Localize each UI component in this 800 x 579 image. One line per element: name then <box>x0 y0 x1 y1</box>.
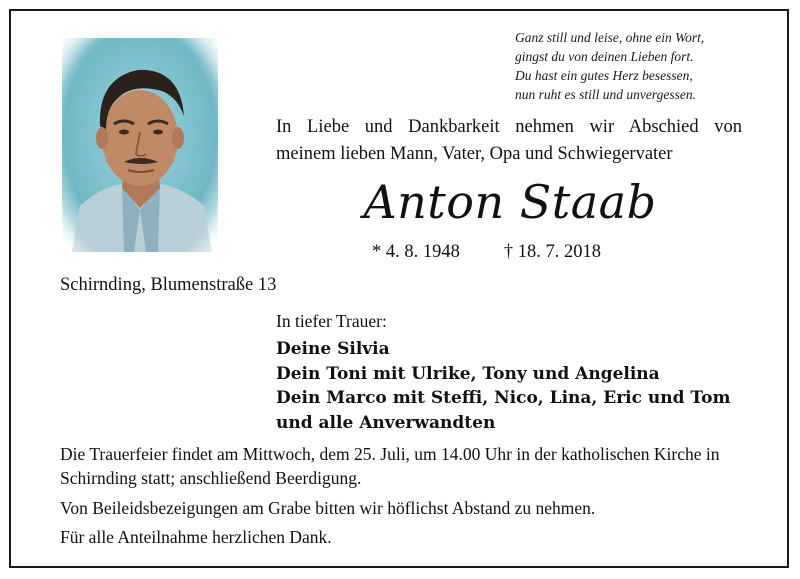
poem-line: nun ruht es still und unvergessen. <box>515 87 696 102</box>
birth-date: * 4. 8. 1948 <box>372 242 460 262</box>
intro-line-1: In Liebe und Dankbarkeit nehmen wir Abschied von <box>276 117 742 137</box>
farewell-intro <box>276 114 742 168</box>
poem-line: gingst du von deinen Lieben fort. <box>515 49 694 64</box>
portrait-photo <box>62 38 218 252</box>
mourning-label: In tiefer Trauer: <box>276 311 387 331</box>
mourners-list <box>276 337 730 435</box>
mourner-line: Dein Toni mit Ulrike, Tony und Angelina <box>276 363 660 384</box>
funeral-service-notice: Die Trauerfeier findet am Mittwoch, dem 25. Juli, um 14.00 Uhr in der katholischen Kirche in Schirnding statt; anschließend Beerdigung. <box>60 444 720 488</box>
thanks-notice: Für alle Anteilnahme herzlichen Dank. <box>60 527 332 547</box>
mourner-line: Dein Marco mit Steffi, Nico, Lina, Eric und Tom <box>276 388 731 408</box>
condolence-notice: Von Beileidsbezeigungen am Grabe bitten wir höflichst Abstand zu nehmen. <box>60 498 596 518</box>
memorial-poem <box>515 28 755 104</box>
death-date: † 18. 7. 2018 <box>503 242 601 262</box>
mourner-line: und alle Anverwandten <box>276 412 496 433</box>
deceased-name: Anton Staab <box>363 175 657 229</box>
intro-line-2: meinem lieben Mann, Vater, Opa und Schwiegervater <box>276 144 673 164</box>
life-dates <box>372 242 601 263</box>
poem-line: Du hast ein gutes Herz besessen, <box>515 68 693 83</box>
family-address: Schirnding, Blumenstraße 13 <box>60 275 277 295</box>
poem-line: Ganz still und leise, ohne ein Wort, <box>515 30 705 45</box>
mourner-line: Deine Silvia <box>276 339 390 359</box>
